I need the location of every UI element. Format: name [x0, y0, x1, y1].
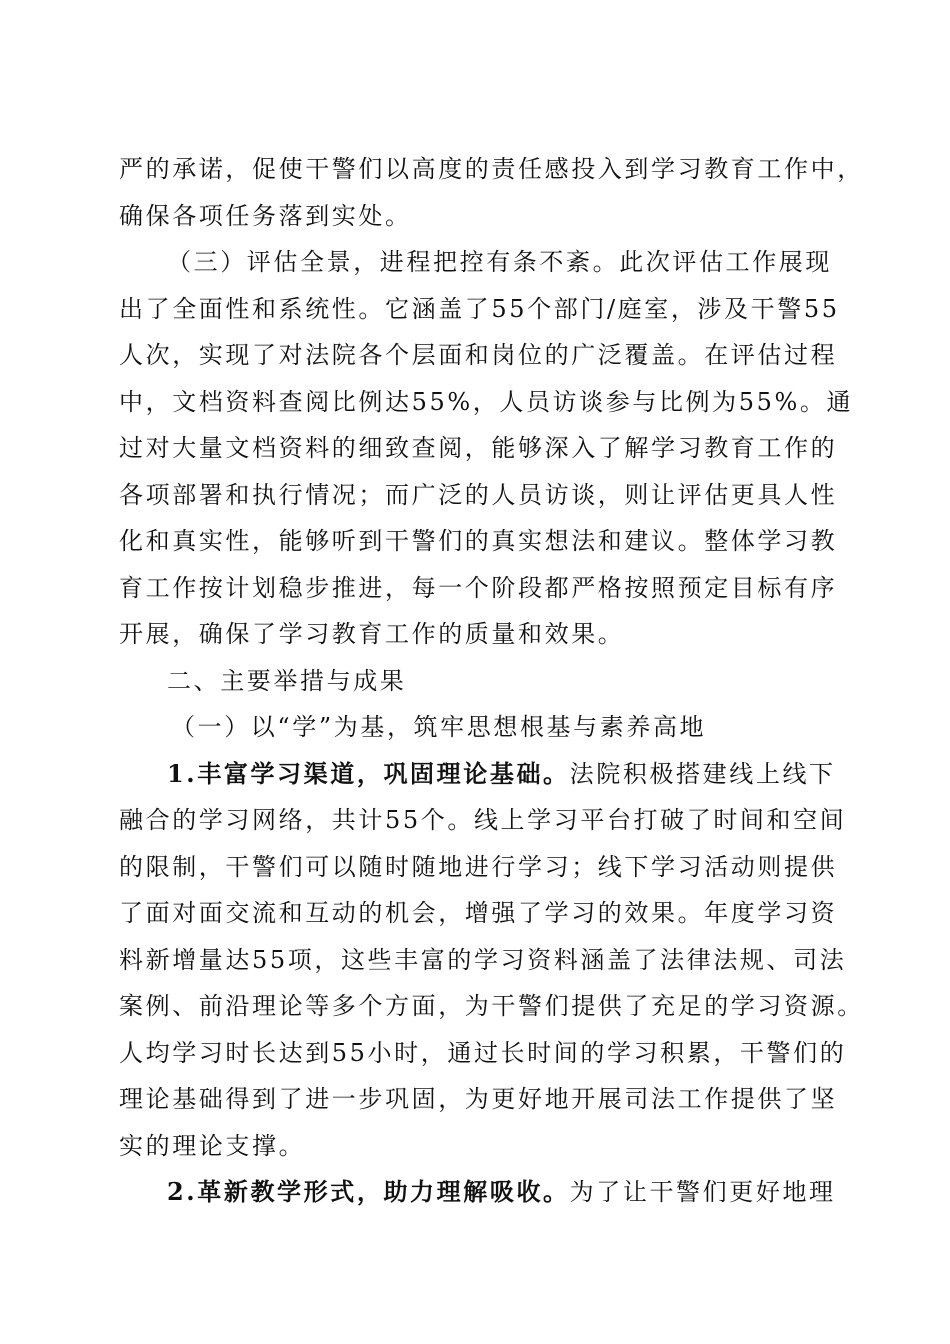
- text-line: 人次，实现了对法院各个层面和岗位的广泛覆盖。在评估过程: [119, 341, 838, 369]
- text-line: 人均学习时长达到55小时，通过长时间的学习积累，干警们的: [119, 1038, 847, 1067]
- text-line: 融合的学习网络，共计55个。线上学习平台打破了时间和空间: [119, 806, 847, 834]
- sub-heading: （一）以“学”为基，筑牢思想根基与素养高地: [171, 713, 707, 741]
- text-line: 了面对面交流和互动的机会，增强了学习的效果。年度学习资: [119, 899, 838, 927]
- text-line: 案例、前沿理论等多个方面，为干警们提供了充足的学习资源。: [119, 992, 864, 1020]
- text-line: 的限制，干警们可以随时随地进行学习；线下学习活动则提供: [119, 852, 838, 881]
- text-line: （三）评估全景，进程把控有条不紊。此次评估工作展现: [167, 248, 832, 276]
- paragraph-lead: 1.丰富学习渠道，巩固理论基础。: [167, 758, 570, 788]
- section-heading: 二、主要举措与成果: [167, 666, 407, 695]
- text-line: 理论基础得到了进一步巩固，为更好地开展司法工作提供了坚: [119, 1085, 838, 1113]
- text-line: 出了全面性和系统性。它涵盖了55个部门/庭室，涉及干警55: [119, 294, 840, 323]
- text-line: [119, 1169, 836, 1216]
- text-line: 各项部署和执行情况；而广泛的人员访谈，则让评估更具人性: [119, 480, 838, 509]
- text-line: 中，文档资料查阅比例达55%，人员访谈参与比例为55%。通: [119, 387, 854, 416]
- paragraph-teaching-forms: [119, 1169, 836, 1216]
- paragraph-learning-channels: [119, 751, 864, 1170]
- paragraph-continuation: [119, 146, 864, 239]
- text-line: 育工作按计划稳步推进，每一个阶段都严格按照预定目标有序: [119, 573, 838, 602]
- text-line: 过对大量文档资料的细致查阅，能够深入了解学习教育工作的: [119, 434, 838, 462]
- text-line: [119, 751, 836, 798]
- paragraph-lead: 2.革新教学形式，助力理解吸收。: [167, 1177, 570, 1206]
- paragraph-evaluation-overview: [119, 239, 854, 658]
- text-fragment: 为了让干警们更好地理: [569, 1178, 836, 1206]
- text-line: 开展，确保了学习教育工作的质量和效果。: [119, 620, 625, 648]
- document-body: [119, 146, 864, 1216]
- text-line: 严的承诺，促使干警们以高度的责任感投入到学习教育工作中，: [119, 155, 864, 183]
- text-line: 料新增量达55项，这些丰富的学习资料涵盖了法律法规、司法: [119, 945, 847, 974]
- text-line: 确保各项任务落到实处。: [119, 201, 412, 230]
- text-line: 化和真实性，能够听到干警们的真实想法和建议。整体学习教: [119, 527, 838, 555]
- text-fragment: 法院积极搭建线上线下: [569, 759, 836, 788]
- text-line: 实的理论支撑。: [119, 1131, 306, 1160]
